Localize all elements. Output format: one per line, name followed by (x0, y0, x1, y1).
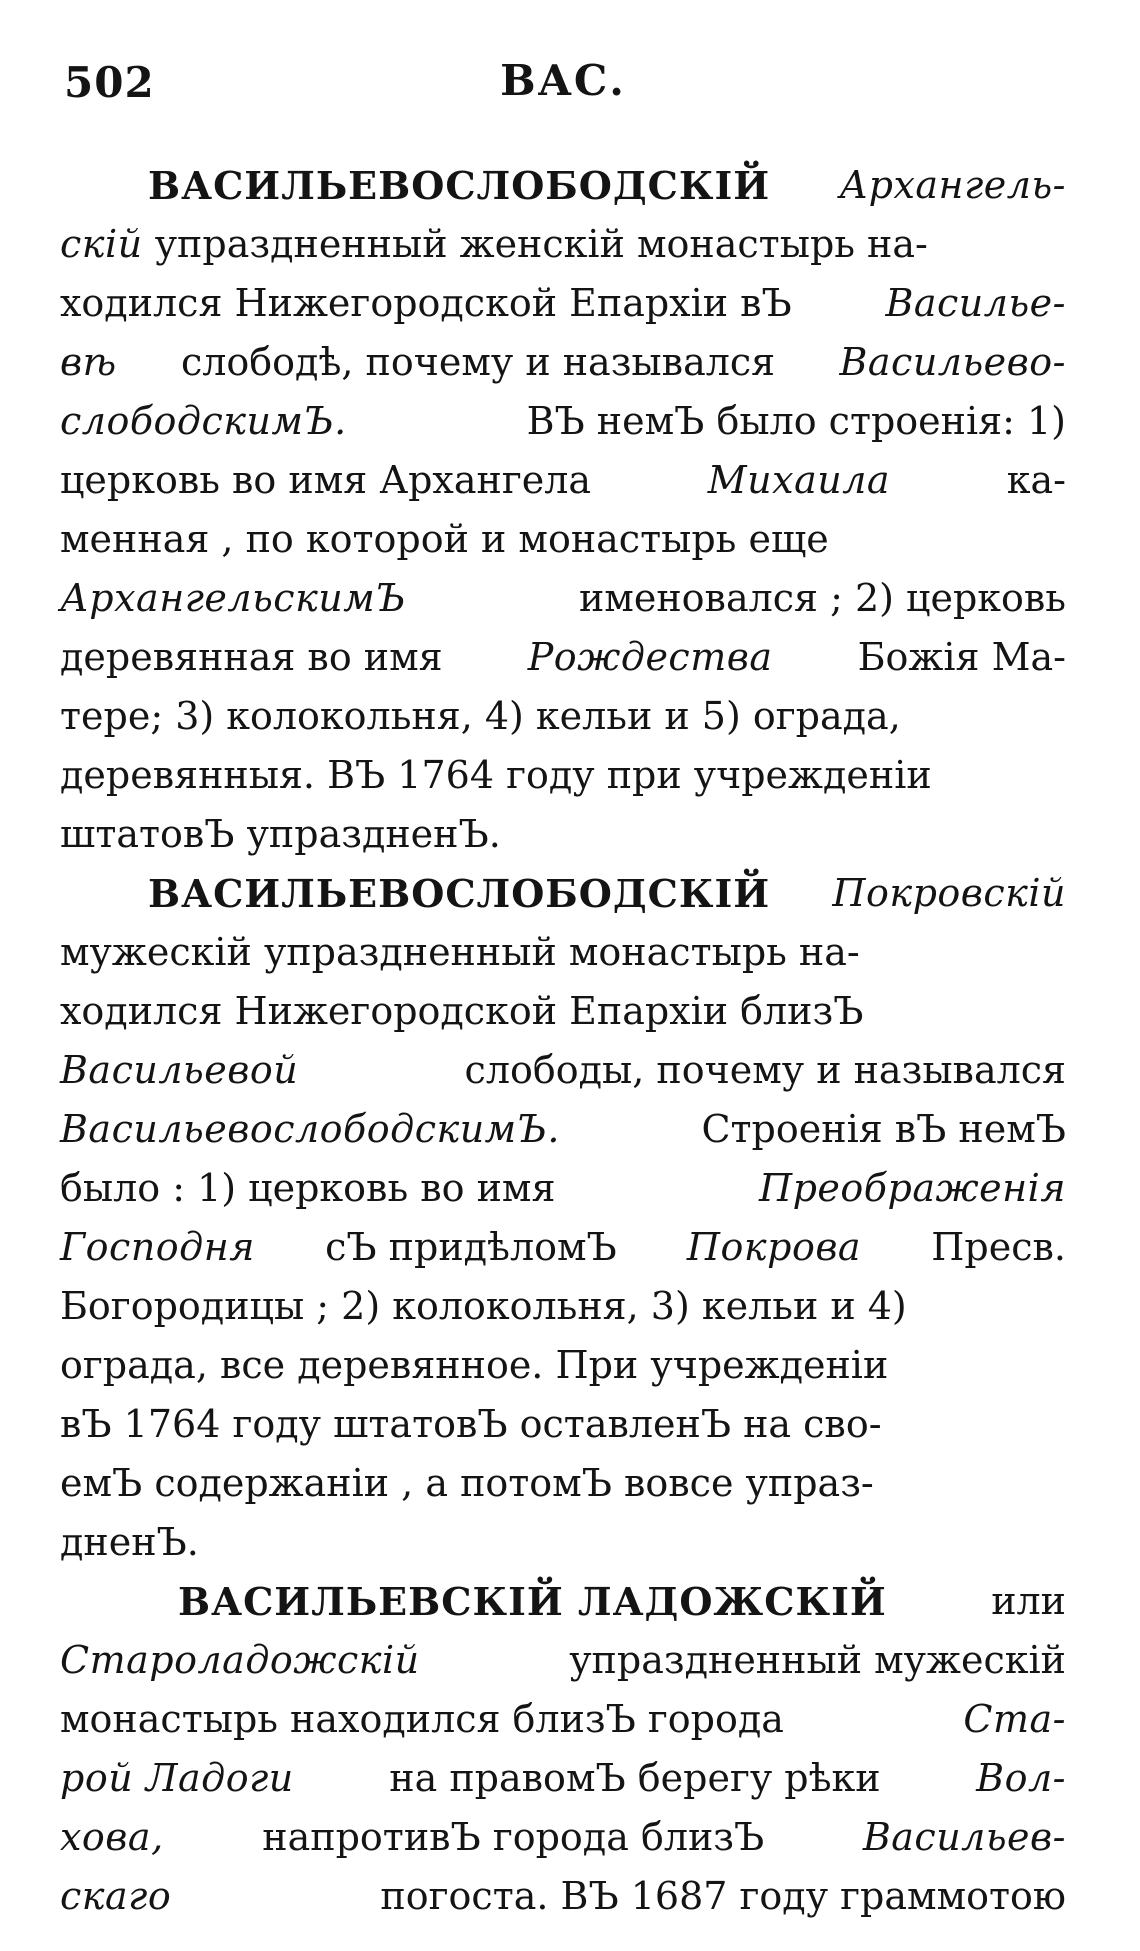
text-line: дненЪ. (60, 1520, 199, 1564)
text-line: ходился Нижегородской Епархіи близЪ (60, 989, 864, 1033)
text-line: вѣ слободѣ, почему и назывался Васильево- (60, 340, 1066, 384)
text-line: слободскимЪ. ВЪ немЪ было строенія: 1) (60, 399, 1066, 443)
text-line: ВАСИЛЬЕВСКІЙ ЛАДОЖСКІЙ или (60, 1572, 1066, 1631)
text-line: рой Ладоги на правомЪ берегу рѣки Вол- (60, 1756, 1066, 1800)
text-line: вЪ 1764 году штатовЪ оставленЪ на сво- (60, 1402, 882, 1446)
dictionary-entry (60, 1572, 1066, 1926)
text-line: ходился Нижегородской Епархіи вЪ Василье- (60, 281, 1066, 325)
text-line: скаго погоста. ВЪ 1687 году граммотою (60, 1874, 1066, 1918)
text-line: тере; 3) колокольня, 4) кельи и 5) ограда, (60, 694, 901, 738)
text-line: ВАСИЛЬЕВОСЛОБОДСКІЙ Покровскій (60, 864, 1066, 923)
text-line: штатовЪ упраздненЪ. (60, 812, 501, 856)
text-line: деревянныя. ВЪ 1764 году при учрежденіи (60, 753, 932, 797)
entry-headword: ВАСИЛЬЕВСКІЙ ЛАДОЖСКІЙ (178, 1579, 887, 1624)
entry-headword: ВАСИЛЬЕВОСЛОБОДСКІЙ (148, 871, 771, 916)
text-line: было : 1) церковь во имя Преображенія (60, 1166, 1066, 1210)
running-head: ВАС. (500, 56, 626, 105)
text-line: ВасильевослободскимЪ. Строенія вЪ немЪ (60, 1107, 1066, 1151)
text-line: мужескій упраздненный монастырь на- (60, 930, 860, 974)
text-line: АрхангельскимЪ именовался ; 2) церковь (60, 576, 1066, 620)
text-line: Староладожскій упраздненный мужескій (60, 1638, 1066, 1682)
text-line: скій упраздненный женскій монастырь на- (60, 222, 928, 266)
entry-headword: ВАСИЛЬЕВОСЛОБОДСКІЙ (148, 163, 771, 208)
text-line: емЪ содержаніи , а потомЪ вовсе упраз- (60, 1461, 874, 1505)
text-line: церковь во имя Архангела Михаила ка- (60, 458, 1066, 502)
text-line: Богородицы ; 2) колокольня, 3) кельи и 4) (60, 1284, 907, 1328)
text-line: деревянная во имя Рождества Божія Ма- (60, 635, 1066, 679)
page-number: 502 (64, 58, 155, 107)
text-line: ограда, все деревянное. При учрежденіи (60, 1343, 889, 1387)
page-header (60, 44, 1066, 110)
text-line: менная , по которой и монастырь еще (60, 517, 829, 561)
text-line: ВАСИЛЬЕВОСЛОБОДСКІЙ Архангель- (60, 156, 1066, 215)
text-line: Васильевой слободы, почему и назывался (60, 1048, 1066, 1092)
text-line: монастырь находился близЪ города Ста- (60, 1697, 1066, 1741)
text-line: хова, напротивЪ города близЪ Васильев- (60, 1815, 1066, 1859)
text-line: Господня сЪ придѣломЪ Покрова Пресв. (60, 1225, 1066, 1269)
dictionary-entry (60, 864, 1066, 1572)
dictionary-entry (60, 156, 1066, 864)
